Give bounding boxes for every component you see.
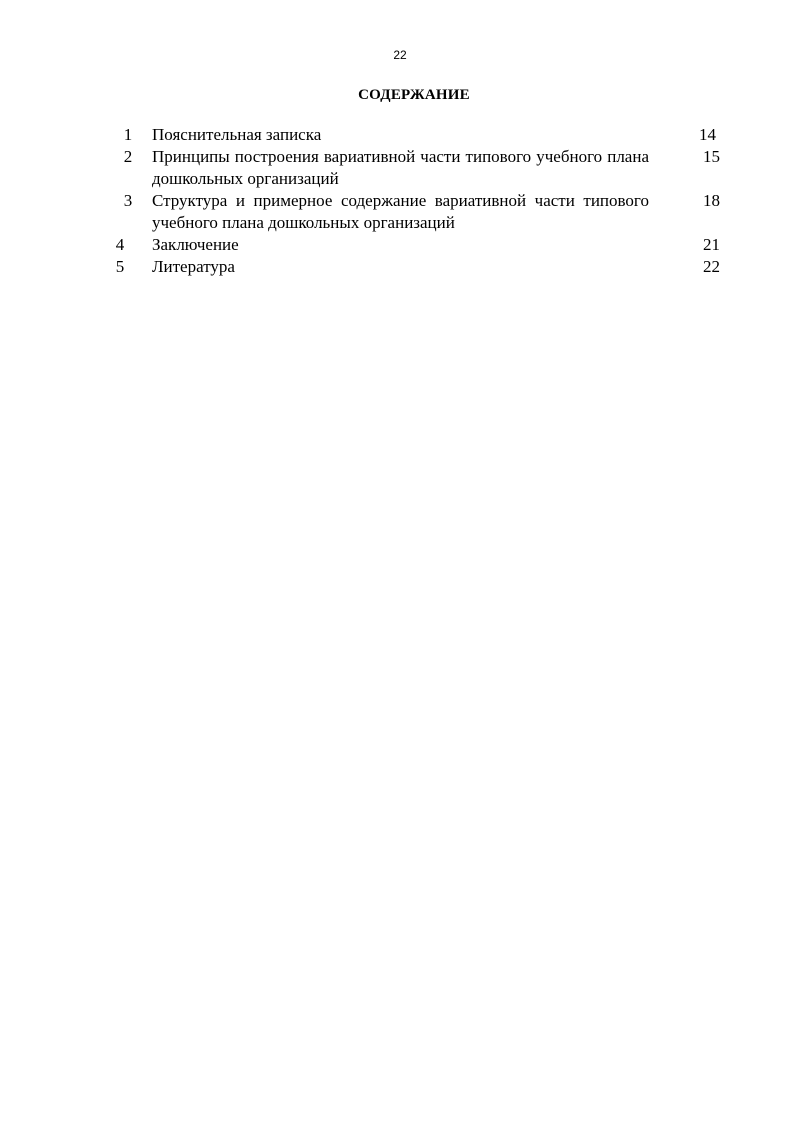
toc-entry: [0, 146, 800, 190]
page-title: СОДЕРЖАНИЕ: [358, 87, 470, 103]
toc-entry-number: 4: [115, 235, 125, 254]
toc-entry-title: Структура и примерное содержание вариативной части типового учебного плана дошкольных организаций: [152, 191, 649, 232]
toc-entry-number: 2: [123, 147, 133, 166]
toc-entry-title: Заключение: [152, 235, 239, 254]
toc-entry-title: Литература: [152, 257, 235, 276]
toc-entry-page: 15: [703, 147, 720, 166]
toc-entry-title: Пояснительная записка: [152, 125, 322, 144]
toc-entry: [0, 256, 800, 278]
toc-entry: [0, 124, 800, 146]
toc-entry-number: 3: [123, 191, 133, 210]
toc-entry-page: 21: [703, 235, 720, 254]
toc-entry-page: 18: [703, 191, 720, 210]
toc-entry: [0, 190, 800, 234]
toc-entry-page: 22: [703, 257, 720, 276]
toc-entry: [0, 234, 800, 256]
table-of-contents: [0, 124, 800, 278]
toc-entry-page: 14: [699, 125, 716, 144]
toc-entry-number: 5: [115, 257, 125, 276]
toc-entry-title: Принципы построения вариативной части типового учебного плана дошкольных организаций: [152, 147, 649, 188]
toc-entry-number: 1: [123, 125, 133, 144]
page-number: 22: [393, 48, 407, 62]
